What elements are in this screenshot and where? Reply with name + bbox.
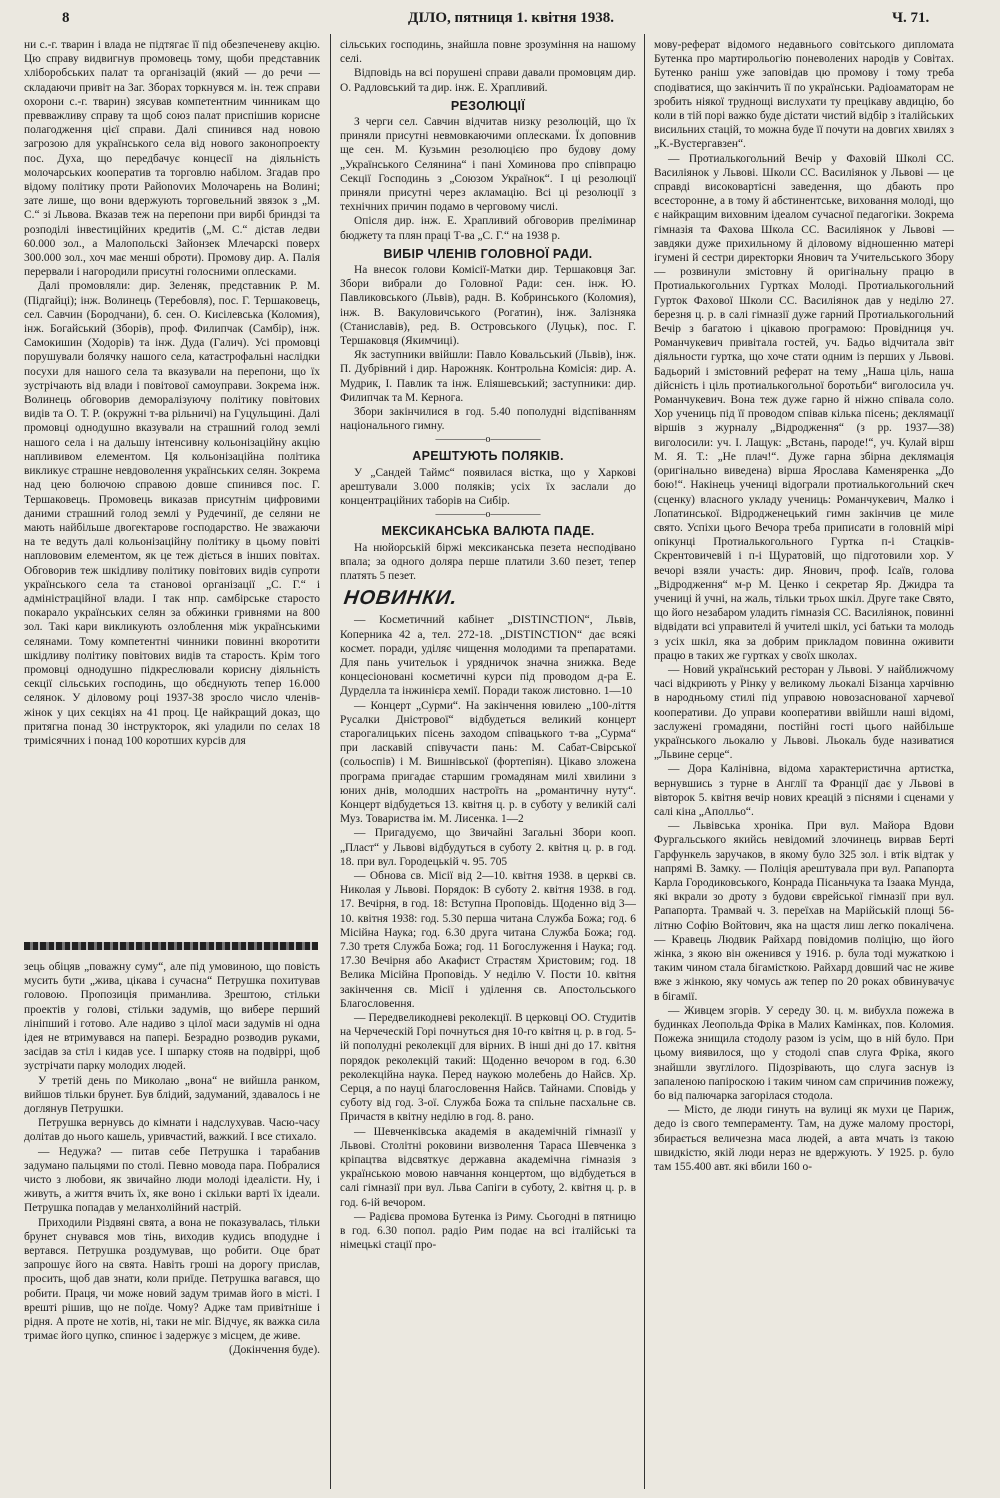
news-item: — Місто, де люди гинуть на вулиці як мухи це Париж, дедо із свого темпераменту. Там, на дуже малому просторі, збирається величезна маса людей, а авта мчать із такою швидкістю, якій люди нераз не вдержують. У 1925. р. було там 155.400 авт. які вбили 160 о- xyxy=(654,1104,954,1174)
paragraph: Як заступники ввійшли: Павло Ковальський (Львів), інж. П. Дубрівний і дир. Нарожняк. Контрольна Комісія: дир. А. Мудрик, І. Павлик та інж. Еліяшевський; заступники: дир. Филипчак та М. Кернога. xyxy=(340,349,636,404)
masthead: ДІЛО, пятниця 1. квітня 1938. xyxy=(408,10,614,26)
separator: —————o————— xyxy=(435,434,541,446)
feuilleton-divider xyxy=(24,942,318,950)
right-column xyxy=(654,38,954,1490)
paragraph: — Недужа? — питав себе Петрушка і тарабанив задумано пальцями по столі. Певно мовода пара. Побралися чисто з любови, як звичайно люди молоді ідеалісти. Ну, і живуть, а життя вчить їх, яке воно і скільки варті їх ідеали. Петрушка попадав у меланхолійний настрій. xyxy=(24,1145,320,1215)
section-heading-elections: ВИБІР ЧЛЕНІВ ГОЛОВНОЇ РАДИ. xyxy=(383,246,593,261)
news-item: — Протиалькогольний Вечір у Фаховій Школі СС. Василіянок у Львові. Школи СС. Василіянок у Львові — це справді високовартісні заведення, що дбають про всесторонне, а в тому й абстинентське, виховання молоді, що є найкращим виховним ідеалом сучасної педагогіки. Зокрема гімназія та Фахова Школа СС. Василіянок у Львові — завдяки дуже прихильному й діловому відношенню матері ігумені й сестри директорки Янович та Учительського Збору — розвинули змістовну й оригінальну працю в Протиалькогольних Гуртках Молоді. Протиалькогольний Гурток Фахової Школи СС. Василіянок дав у неділю 27. березня ц. р. в салі гімназії дуже гарний Протиалькогольний Вечір з багатою і цікавою програмою: Провідниця уч. Романчукевич привітала гостей, уч. Бадьо відчитала звіт діяльности гуртка, що хоче стати одним із перших у Львові. Бадьорий і змістовний реферат на тему „Наша ціль, наша дійсність і ціль протиалькогольної боротьби“ виголосила уч. Романчукевич. Вона теж дуже гарно й ніжно співала соло. Хор учениць під її проводом співав кілька пісень; деклямації віршів з журналу „Відродження“ (з рр. 1937—38) виголосили: уч. І. Лащук: „Встань, пароде!“, уч. Кулай вірш М. Я. Т.: „Не плач!“. Дуже гарна збірна деклямація (оригінально виведена) вірша Ярослава Каменяренка „До бою!“. Накінець учениці відограли протиалькогольний скеч (сценку) власного укладу учениць: Романчукевич, Малко і Лопатинської. Відродженецький гимн закінчив це миле свято. Успіхи цього Вечора треба приписати в головній мірі опікунці Протиалькогольного Гуртка п-і Стацків-Скрентовичевій і п-і Щуратовій, що підготовили хор. У вечорі взяли участь: дир. Янович, проф. Ісаїв, голова „Відродження“ м-р М. Ценко і секретар Яр. Джидра та учениці й учні, на жаль, тільки трьох шкіл. Друге таке Свято, що його незабаром уладить гімназія СС. Василіянок, повинні відвідати всі управителі й учителі шкіл, усі батьки та молодь з усіх шкіл, яка за добрим прикладом повинна оживити працю в таких же гуртках у своїх школах. xyxy=(654,152,954,662)
feuilleton xyxy=(24,960,320,1488)
column-rule xyxy=(330,34,331,1489)
section-heading-peso: МЕКСИКАНСЬКА ВАЛЮТА ПАДЕ. xyxy=(381,524,595,539)
news-item: — Обнова св. Місії від 2—10. квітня 1938. в церкві св. Николая у Львові. Порядок: В суботу 2. квітня 1938. в год. 17. Вечірня, в год. 18: Вступна Проповідь. Щоденно від 3—10. квітня 1938: год. 5.30 перша читана Служба Божа; год. 6 Місійна Наука; год. 6.30 друга читана Служба Божа; год. 7.30 третя Служба Божа; год. 11 Богослуження і Наука; год. 17.30 Вечірня або Акафист Страстям Христовим; год. 18 Велика Місійна Проповідь. У неділю V. Пости 10. квітня закінчення св. Місії і уділення св. Апостольського Благословення. xyxy=(340,869,636,1010)
article-continuation xyxy=(24,38,320,928)
news-banner: НОВИНКИ. xyxy=(342,587,460,610)
news-item: — Косметичний кабінет „DISTINCTION“, Львів, Коперника 42 а, тел. 272-18. „DISTINCTION“ дає всякі космет. поради, уділяє чищення молодими та препаратами. Для пань учительок і урядничок значна знижка. Веде концесіоновані косметичні курси під проводом д-ра Е. Дурделла та інжинієра хемії. Поради також листовно. 1—10 xyxy=(340,614,636,698)
news-item: — Пригадуємо, що Звичайні Загальні Збори кооп. „Пласт“ у Львові відбудуться в суботу 2. квітня ц. р. в год. 18. при вул. Городецькій ч. 95. 705 xyxy=(340,827,636,868)
news-item: — Львівська хроніка. При вул. Майора Вдови Фургальського якийсь невідомий злочинець вирвав Берті Гарфункель заручаков, в якому було 325 зол. і втік відтак у напрямі В. Замку. — Поліція арештувала при вул. Рапапорта Карла Городиковського, Конрада Пісаньчука та Ізаака Мунда, які вкрали зо дроту з будови єврейської гімназії при вул. Рапапорта. Трамвай ч. 3. переїхав на Марійській площі 56-літню Софію Войтович, яка на щастя лиш легко покалічена. — Кравець Людвик Райхард повідомив поліцію, що його жінка, з якою він оженився у 1916. р. була тоді мужаткою і таким чином стала бігамісткою. Райхард довший час не живе вже з жінкою, яку чомусь аж тепер по 20 роках обвинувачує в бігамії. xyxy=(654,820,954,1003)
paragraph: На нюйорській біржі мексиканська пезета несподівано впала; за одного доляра перше платили 3.60 пезет, тепер платять 5 пезет. xyxy=(340,541,636,582)
paragraph: ни с.-г. тварин і влада не підтягає її під обезпеченеву акцію. Цю справу видвигнув промовець тому, щоби представник хліборобських палат та організацій (який — до речи — складаючи привіт на Заг. Зборах торкнувся м. ін. теж справи охорони с.-г. тварин) зясував компетентним чинникам що превважливу справу та щоб союз палат приспішив корисне полагодження цієї справи. Далі спинився над новою загрозою для українського села від нового законопроекту пос. Духа, що передбачує концесії на діяльність молочарських кооператив та торговлю набілом. Згадав про відому політику проти Райоnovих Молочарень на Волині; зате лише, що вони вдержують торговельний звязок з „М. С.“ зі Львова. Вказав теж на перепони при вирбі бриндзі та розподілі інвестиційних кредитів („М. С.“ дістав ледви 60.000 зол., а Малопольскі Зайонзек Млечарскі поверх 300.000 зол., хоч має менші оброти). Промову дир. А. Палія перервали і нагородили присутні голосними оплесками. xyxy=(24,39,320,279)
middle-column xyxy=(340,38,636,1490)
paragraph: Далі промовляли: дир. Зеленяк, представник Р. М. (Підгайці); інж. Волинець (Теребовля), пос. Г. Тершаковець, сел. Савчин (Бородчани), б. сен. О. Кисілевська (Коломия), інж. Богайський (Зборів), проф. Филипчак (Самбір), інж. Самокишин (Ходорів) та інж. Дуда (Галич). Усі промовці порушували болячку нашого села, катастрофальні наслідки посухи для нашого села та вказували на перепони, що їх зустрічають від влади і повітової самоуправи. Зокрема інж. Волинець обговорив деморалізуючу політику повітових видів та О. Т. Р. (окружні т-ва рільничі) на Гуцульщині. Далі промовці однодушно вказували на страшний голод землі нашого села і на дальшу інтенсивну кольонізаційну акцію наплививом елементом. Ця кольонізаційна політика викликує страшне невдоволення українських селян. Зокрема над цею болючою справою довше спинився пос. Г. Тершаковець. Промовець виказав присутнім цифровими даними страшний голод землі у Рудечинії, де селяни не мають найбільше двогектарове господарство. Не зважаючи на те ведуть далі кольонізаційну політику в цьому повіті наплововим елементом, як це теж діється в інших повітах. Обговорив теж шкідливу політику повітових видів супроти українського села та становоi організації „С. Г.“ і адміністраційної влади. І так нпр. самбірське старосто покарало українських селян за обжинки гривнями на 800 зол. Такі кари викликують озлоблення між українськими селянами. Тому компетентні чинники повинні вкоротити шкідливу політику повітових видів та старость. Крім того промовці однодушно підкреслювали корисну діяльність секції сільських господинь, що обєднують тепер 16.000 селянок. У діловому році 1937-38 зросло число членів-жінок у цих секціях на 41 проц. Це найкращий доказ, що притягна понад 30 інструкторок, які уладили по селах 18 тримісячних і понад 100 коротших курсів для xyxy=(24,280,320,747)
paragraph: У третій день по Миколаю „вона“ не вийшла ранком, вийшов тільки брунет. Був блідий, задуманий, здавалось і не доглянув Петрушки. xyxy=(24,1074,320,1116)
news-item: — Радієва промова Бутенка із Риму. Сьогодні в пятницю в год. 6.30 попол. радіо Рим подає на всі італійські та німецькі стації про- xyxy=(340,1210,636,1252)
issue-number: Ч. 71. xyxy=(892,10,930,26)
separator: —————o————— xyxy=(435,509,541,521)
paragraph: Опісля дир. інж. Е. Храпливий обговорив преліминар бюджету та плян праці Т-ва „С. Г.“ на 1938 р. xyxy=(340,215,636,242)
paragraph: Збори закінчилися в год. 5.40 пополудні відспіванням національного гимну. xyxy=(340,406,636,433)
paragraph: сільських господинь, знайшла повне зрозуміння на нашому селі. xyxy=(340,39,636,66)
news-item: — Живцем згорів. У середу 30. ц. м. вибухла пожежа в будинках Леопольда Фріка в Малих Камінках, пов. Коломия. Пожежа знищила стодолу разом із усім, що в ній було. При цьому виявилося, що у стодолі спав слуга Фріка, якого знайшли звуглілого. Підозрівають, що слуга заснув із запаленою папіроскою і таким чином сам спричинив пожежу, бо від палючарка загорілася стодола. xyxy=(654,1004,954,1103)
news-item: — Концерт „Сурми“. На закінчення ювилею „100-ліття Русалки Дністрової“ відбудеться великий концерт старогалицьких пісень заходом співацького т-ва „Сурма“ при ласкавій співучасти пань: М. Сабат-Свірської (сольоспів) і М. Вишнівської (фортепіян). Цікаво зложена програма пригадає старшим громадянам милі хвилини з юних днів, молодших настроїть на „романтичну нуту“. Концерт відбудеться 13. квітня ц. р. в суботу у великій салі Муз. Товариства ім. М. Лисенка. 1—2 xyxy=(340,699,636,826)
news-item: — Шевченківська академія в академічній гімназії у Львові. Столітні роковини визволення Тараса Шевченка з кріпацтва відсвяткує державна академічна гімназія з українською мовою навчання концертом, що відбудеться в салі гімназії при вул. Льва Сапіги в суботу, 2. квітня ц. р. в год. 6-ій вечором. xyxy=(340,1125,636,1209)
section-heading-resolutions: РЕЗОЛЮЦІЇ xyxy=(450,98,526,113)
paragraph: мову-реферат відомого недавнього совітського дипломата Бутенка про мартирольогію поневолених народів у Совітах. Бутенко раніш уже заповідав цю промову і тому треба сподіватися, що закінчить її по українськи. Радіоаматорам не зробить ніякої труднощі вислухати ту прецікаву авдицію, бо коли в тій порі важко буде дістати чистий відбір з італійських висильних стацій, то можна буде її почути на довгих хвилях з „К.-Вустергавзен“. xyxy=(654,39,954,151)
paragraph: Петрушка вернувсь до кімнати і надслухував. Часю-часу долітав до нього кашель, уривчастий, важкий. І все стихало. xyxy=(24,1117,320,1144)
news-item: — Новий український ресторан у Львові. У найближчому часі відкриють у Рінку у великому льокалі Бізанца харчівню в народньому стилі під управою новозаснованої харчевої кооперативи. До управи кооперативи ввійшли наші відомі, заслужені громадяни, постійні гості цього найбільше українського льокалю у Львові. Льокаль буде називатися „Львине серце“. xyxy=(654,663,954,762)
column-rule xyxy=(644,34,645,1489)
paragraph: Відповідь на всі порушені справи давали промовцям дир. О. Радловський та дир. інж. Е. Храпливий. xyxy=(340,67,636,94)
to-be-continued: (Докінчення буде). xyxy=(229,1344,320,1357)
paragraph: зець обіцяв „поважну суму“, але під умовиною, що повість мусить бути „жива, цікава і сучасна“ Петрушка похитував головою. Пропозиція приманлива. Зрештою, стільки проектів у голові, стільки задумів, що вибере перший лініпший і готово. Але надиво з цілої маси задумів ні одна ідея не втримувався на папері. Безрадно розводив руками, засідав за стіл і кидав усе. І шпарку стояв на подвіррі, щоб зустрічати парку молодих людей. xyxy=(24,961,320,1073)
page-number: 8 xyxy=(62,10,70,26)
paragraph: На внесок голови Комісії-Матки дир. Тершаковця Заг. Збори вибрали до Головної Ради: сен. інж. Ю. Павликовського (Львів), радн. В. Кобринського (Коломия), інж. В. Вакуловичського (Рогатин), інж. Залізняка (Станиславів), ред. В. Островського (Луцьк), пос. Г. Тершаковця (Якимчиці). xyxy=(340,264,636,348)
news-item: — Дора Калінівна, відома характеристична артистка, вернувшись з турне в Англії та Франції дає у Львові в вівторок 5. квітня вечір нових креацій з піснями і сценами у салі кіна „Аполльо“. xyxy=(654,763,954,818)
paragraph: Приходили Різдвяні свята, а вона не показувалась, тільки брунет снувався мов тінь, виходив кудись вподудне і вертався. Петрушка роздумував, що робити. Оце брат запрошує його на свята. Навіть гроші на дорогу прислав, просить, щоб дав знати, коли приїде. Петрушка вагався, що робити. Праця, чи може новий задум тримав його в місті. І врешті рішив, що не поїде. Чому? Адже там привітніше і рідня. А проте не хотів, ні, таки не міг. Відчує, як важка сила тримає його цупко, спинює і задержує з місцем, де живе. xyxy=(24,1216,320,1343)
news-item: — Передвеликодневі реколекції. В церковці ОО. Студитів на Черчеческій Горі почнуться дня 10-го квітня ц. р. в год. 5-ій пополудні реколекції для вірних. В інші дні до 17. квітня порядок реколекцій такий: Щоденно вечором в год. 6.30 реколекційна наука. Перед наукою молебень до Найсв. Хр. Серця, а по науці благословення Найсв. Тайнами. Сповідь у суботу від год. 3-ої. Служба Божа та спільне пасхальне св. Причастя в квітну неділю в год. 8. рано. xyxy=(340,1012,636,1124)
paragraph: З черги сел. Савчин відчитав низку резолюцій, що їх приняли присутні невмовкаючими оплесками. Їх доповнив ще сен. М. Кузьмин резолюцією про будову дому „Українського Селянина“ і пані Хоминова про співпрацю Секції Господинь з „Союзом Українок“. І ці резолюції приняли присутні через акламацію. Всі цi резолюції з технічних причин подамо в черговому числі. xyxy=(340,116,636,214)
paragraph: У „Сандей Таймс“ появилася вістка, що у Харкові арештували 3.000 поляків; усіх їх заслали до концентраційних таборів на Сибір. xyxy=(340,466,636,508)
section-heading-arrests: АРЕШТУЮТЬ ПОЛЯКІВ. xyxy=(412,449,564,464)
page-header xyxy=(0,0,1000,32)
